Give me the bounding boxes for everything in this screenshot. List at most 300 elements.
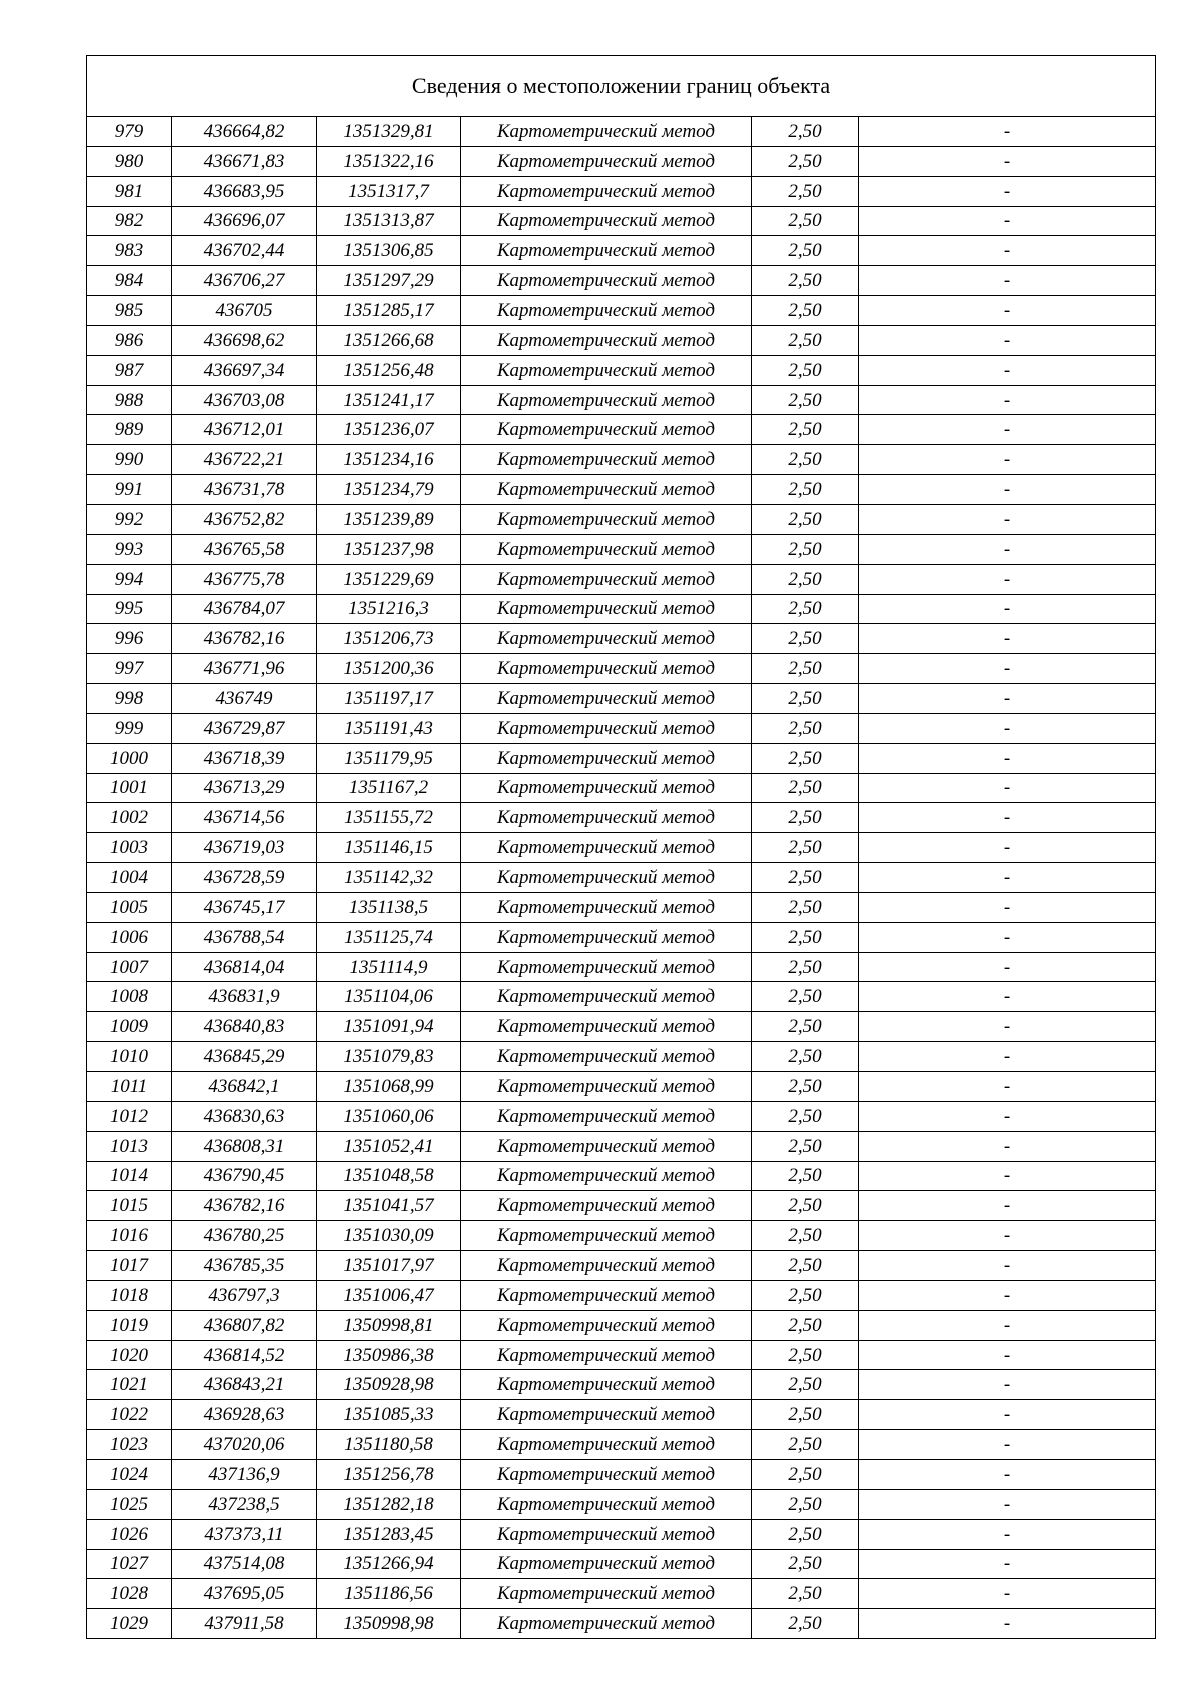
description-cell: - [859, 534, 1156, 564]
table-row [87, 475, 1156, 505]
method-cell: Картометрический метод [461, 206, 752, 236]
point-number-cell: 1012 [87, 1101, 172, 1131]
description-cell: - [859, 833, 1156, 863]
description-cell: - [859, 1251, 1156, 1281]
precision-cell: 2,50 [752, 385, 859, 415]
precision-cell: 2,50 [752, 624, 859, 654]
method-cell: Картометрический метод [461, 534, 752, 564]
y-coordinate-cell: 1351142,32 [317, 863, 461, 893]
y-coordinate-cell: 1351191,43 [317, 713, 461, 743]
description-cell: - [859, 296, 1156, 326]
precision-cell: 2,50 [752, 534, 859, 564]
y-coordinate-cell: 1351017,97 [317, 1251, 461, 1281]
y-coordinate-cell: 1351236,07 [317, 415, 461, 445]
description-cell: - [859, 146, 1156, 176]
point-number-cell: 1006 [87, 922, 172, 952]
method-cell: Картометрический метод [461, 863, 752, 893]
point-number-cell: 1022 [87, 1400, 172, 1430]
table-row [87, 773, 1156, 803]
table-row [87, 1310, 1156, 1340]
table-row [87, 355, 1156, 385]
point-number-cell: 1013 [87, 1131, 172, 1161]
description-cell: - [859, 654, 1156, 684]
precision-cell: 2,50 [752, 982, 859, 1012]
description-cell: - [859, 743, 1156, 773]
description-cell: - [859, 1519, 1156, 1549]
method-cell: Картометрический метод [461, 1251, 752, 1281]
precision-cell: 2,50 [752, 325, 859, 355]
precision-cell: 2,50 [752, 1609, 859, 1639]
table-row [87, 206, 1156, 236]
document-sheet [86, 55, 1156, 1639]
method-cell: Картометрический метод [461, 1459, 752, 1489]
x-coordinate-cell: 436713,29 [172, 773, 317, 803]
point-number-cell: 1021 [87, 1370, 172, 1400]
x-coordinate-cell: 437695,05 [172, 1579, 317, 1609]
method-cell: Картометрический метод [461, 743, 752, 773]
x-coordinate-cell: 436928,63 [172, 1400, 317, 1430]
y-coordinate-cell: 1351068,99 [317, 1072, 461, 1102]
description-cell: - [859, 1012, 1156, 1042]
point-number-cell: 983 [87, 236, 172, 266]
x-coordinate-cell: 437373,11 [172, 1519, 317, 1549]
point-number-cell: 990 [87, 445, 172, 475]
table-row [87, 892, 1156, 922]
method-cell: Картометрический метод [461, 982, 752, 1012]
x-coordinate-cell: 436797,3 [172, 1280, 317, 1310]
description-cell: - [859, 952, 1156, 982]
y-coordinate-cell: 1351146,15 [317, 833, 461, 863]
table-row [87, 504, 1156, 534]
point-number-cell: 980 [87, 146, 172, 176]
point-number-cell: 1000 [87, 743, 172, 773]
precision-cell: 2,50 [752, 504, 859, 534]
table-row [87, 654, 1156, 684]
y-coordinate-cell: 1351200,36 [317, 654, 461, 684]
x-coordinate-cell: 436718,39 [172, 743, 317, 773]
table-row [87, 385, 1156, 415]
table-title: Сведения о местоположении границ объекта [87, 56, 1156, 117]
table-row [87, 713, 1156, 743]
y-coordinate-cell: 1351006,47 [317, 1280, 461, 1310]
x-coordinate-cell: 436714,56 [172, 803, 317, 833]
description-cell: - [859, 713, 1156, 743]
table-row [87, 1370, 1156, 1400]
point-number-cell: 1009 [87, 1012, 172, 1042]
description-cell: - [859, 922, 1156, 952]
description-cell: - [859, 773, 1156, 803]
description-cell: - [859, 475, 1156, 505]
description-cell: - [859, 266, 1156, 296]
table-row [87, 863, 1156, 893]
method-cell: Картометрический метод [461, 1012, 752, 1042]
point-number-cell: 1023 [87, 1430, 172, 1460]
precision-cell: 2,50 [752, 1191, 859, 1221]
y-coordinate-cell: 1351237,98 [317, 534, 461, 564]
precision-cell: 2,50 [752, 1280, 859, 1310]
description-cell: - [859, 1609, 1156, 1639]
method-cell: Картометрический метод [461, 1101, 752, 1131]
x-coordinate-cell: 436771,96 [172, 654, 317, 684]
y-coordinate-cell: 1351234,16 [317, 445, 461, 475]
description-cell: - [859, 415, 1156, 445]
description-cell: - [859, 863, 1156, 893]
x-coordinate-cell: 436765,58 [172, 534, 317, 564]
x-coordinate-cell: 436784,07 [172, 594, 317, 624]
y-coordinate-cell: 1351030,09 [317, 1221, 461, 1251]
precision-cell: 2,50 [752, 1549, 859, 1579]
method-cell: Картометрический метод [461, 1430, 752, 1460]
precision-cell: 2,50 [752, 654, 859, 684]
method-cell: Картометрический метод [461, 445, 752, 475]
point-number-cell: 989 [87, 415, 172, 445]
table-row [87, 1549, 1156, 1579]
point-number-cell: 1011 [87, 1072, 172, 1102]
method-cell: Картометрический метод [461, 624, 752, 654]
y-coordinate-cell: 1351052,41 [317, 1131, 461, 1161]
y-coordinate-cell: 1351079,83 [317, 1042, 461, 1072]
method-cell: Картометрический метод [461, 415, 752, 445]
y-coordinate-cell: 1351239,89 [317, 504, 461, 534]
method-cell: Картометрический метод [461, 922, 752, 952]
x-coordinate-cell: 436749 [172, 684, 317, 714]
precision-cell: 2,50 [752, 594, 859, 624]
table-row [87, 325, 1156, 355]
y-coordinate-cell: 1351060,06 [317, 1101, 461, 1131]
method-cell: Картометрический метод [461, 146, 752, 176]
x-coordinate-cell: 436780,25 [172, 1221, 317, 1251]
precision-cell: 2,50 [752, 117, 859, 147]
point-number-cell: 982 [87, 206, 172, 236]
y-coordinate-cell: 1351180,58 [317, 1430, 461, 1460]
y-coordinate-cell: 1350998,81 [317, 1310, 461, 1340]
method-cell: Картометрический метод [461, 325, 752, 355]
x-coordinate-cell: 436785,35 [172, 1251, 317, 1281]
method-cell: Картометрический метод [461, 1340, 752, 1370]
description-cell: - [859, 1579, 1156, 1609]
table-row [87, 415, 1156, 445]
table-row [87, 1191, 1156, 1221]
x-coordinate-cell: 436807,82 [172, 1310, 317, 1340]
x-coordinate-cell: 436843,21 [172, 1370, 317, 1400]
x-coordinate-cell: 436752,82 [172, 504, 317, 534]
table-row [87, 564, 1156, 594]
precision-cell: 2,50 [752, 445, 859, 475]
method-cell: Картометрический метод [461, 1221, 752, 1251]
y-coordinate-cell: 1351091,94 [317, 1012, 461, 1042]
x-coordinate-cell: 436775,78 [172, 564, 317, 594]
x-coordinate-cell: 436712,01 [172, 415, 317, 445]
method-cell: Картометрический метод [461, 594, 752, 624]
precision-cell: 2,50 [752, 1579, 859, 1609]
method-cell: Картометрический метод [461, 1370, 752, 1400]
x-coordinate-cell: 437514,08 [172, 1549, 317, 1579]
table-row [87, 1459, 1156, 1489]
precision-cell: 2,50 [752, 415, 859, 445]
x-coordinate-cell: 437020,06 [172, 1430, 317, 1460]
x-coordinate-cell: 436842,1 [172, 1072, 317, 1102]
y-coordinate-cell: 1351229,69 [317, 564, 461, 594]
description-cell: - [859, 1280, 1156, 1310]
method-cell: Картометрический метод [461, 266, 752, 296]
precision-cell: 2,50 [752, 266, 859, 296]
point-number-cell: 992 [87, 504, 172, 534]
description-cell: - [859, 1161, 1156, 1191]
description-cell: - [859, 1430, 1156, 1460]
y-coordinate-cell: 1351206,73 [317, 624, 461, 654]
precision-cell: 2,50 [752, 475, 859, 505]
table-row [87, 684, 1156, 714]
y-coordinate-cell: 1351179,95 [317, 743, 461, 773]
description-cell: - [859, 564, 1156, 594]
table-row [87, 176, 1156, 206]
precision-cell: 2,50 [752, 1310, 859, 1340]
y-coordinate-cell: 1351085,33 [317, 1400, 461, 1430]
precision-cell: 2,50 [752, 1400, 859, 1430]
description-cell: - [859, 1489, 1156, 1519]
y-coordinate-cell: 1351104,06 [317, 982, 461, 1012]
precision-cell: 2,50 [752, 236, 859, 266]
table-row [87, 1340, 1156, 1370]
point-number-cell: 1029 [87, 1609, 172, 1639]
table-row [87, 1609, 1156, 1639]
x-coordinate-cell: 436840,83 [172, 1012, 317, 1042]
table-row [87, 266, 1156, 296]
x-coordinate-cell: 436788,54 [172, 922, 317, 952]
description-cell: - [859, 892, 1156, 922]
x-coordinate-cell: 436845,29 [172, 1042, 317, 1072]
table-row [87, 1012, 1156, 1042]
method-cell: Картометрический метод [461, 1280, 752, 1310]
point-number-cell: 1014 [87, 1161, 172, 1191]
x-coordinate-cell: 436722,21 [172, 445, 317, 475]
precision-cell: 2,50 [752, 1131, 859, 1161]
description-cell: - [859, 1400, 1156, 1430]
description-cell: - [859, 624, 1156, 654]
point-number-cell: 991 [87, 475, 172, 505]
x-coordinate-cell: 436696,07 [172, 206, 317, 236]
y-coordinate-cell: 1351317,7 [317, 176, 461, 206]
table-row [87, 236, 1156, 266]
point-number-cell: 985 [87, 296, 172, 326]
description-cell: - [859, 1072, 1156, 1102]
precision-cell: 2,50 [752, 713, 859, 743]
method-cell: Картометрический метод [461, 892, 752, 922]
method-cell: Картометрический метод [461, 952, 752, 982]
y-coordinate-cell: 1351114,9 [317, 952, 461, 982]
description-cell: - [859, 1042, 1156, 1072]
y-coordinate-cell: 1351048,58 [317, 1161, 461, 1191]
point-number-cell: 1005 [87, 892, 172, 922]
method-cell: Картометрический метод [461, 176, 752, 206]
table-row [87, 952, 1156, 982]
x-coordinate-cell: 436729,87 [172, 713, 317, 743]
y-coordinate-cell: 1351297,29 [317, 266, 461, 296]
table-row [87, 1072, 1156, 1102]
description-cell: - [859, 1459, 1156, 1489]
y-coordinate-cell: 1351241,17 [317, 385, 461, 415]
table-title-row [87, 56, 1156, 117]
method-cell: Картометрический метод [461, 117, 752, 147]
method-cell: Картометрический метод [461, 713, 752, 743]
point-number-cell: 1024 [87, 1459, 172, 1489]
y-coordinate-cell: 1351256,48 [317, 355, 461, 385]
table-row [87, 982, 1156, 1012]
point-number-cell: 1020 [87, 1340, 172, 1370]
x-coordinate-cell: 436808,31 [172, 1131, 317, 1161]
table-row [87, 743, 1156, 773]
y-coordinate-cell: 1351306,85 [317, 236, 461, 266]
description-cell: - [859, 1131, 1156, 1161]
precision-cell: 2,50 [752, 803, 859, 833]
x-coordinate-cell: 436745,17 [172, 892, 317, 922]
description-cell: - [859, 117, 1156, 147]
method-cell: Картометрический метод [461, 1131, 752, 1161]
point-number-cell: 995 [87, 594, 172, 624]
description-cell: - [859, 684, 1156, 714]
point-number-cell: 996 [87, 624, 172, 654]
precision-cell: 2,50 [752, 1072, 859, 1102]
y-coordinate-cell: 1351285,17 [317, 296, 461, 326]
point-number-cell: 981 [87, 176, 172, 206]
description-cell: - [859, 982, 1156, 1012]
description-cell: - [859, 176, 1156, 206]
method-cell: Картометрический метод [461, 1161, 752, 1191]
method-cell: Картометрический метод [461, 684, 752, 714]
precision-cell: 2,50 [752, 1519, 859, 1549]
method-cell: Картометрический метод [461, 1609, 752, 1639]
method-cell: Картометрический метод [461, 475, 752, 505]
description-cell: - [859, 803, 1156, 833]
x-coordinate-cell: 436728,59 [172, 863, 317, 893]
x-coordinate-cell: 436702,44 [172, 236, 317, 266]
table-row [87, 594, 1156, 624]
point-number-cell: 1019 [87, 1310, 172, 1340]
point-number-cell: 987 [87, 355, 172, 385]
precision-cell: 2,50 [752, 1251, 859, 1281]
point-number-cell: 1003 [87, 833, 172, 863]
y-coordinate-cell: 1350928,98 [317, 1370, 461, 1400]
x-coordinate-cell: 436703,08 [172, 385, 317, 415]
precision-cell: 2,50 [752, 206, 859, 236]
table-row [87, 803, 1156, 833]
x-coordinate-cell: 436683,95 [172, 176, 317, 206]
precision-cell: 2,50 [752, 1161, 859, 1191]
x-coordinate-cell: 436705 [172, 296, 317, 326]
point-number-cell: 1015 [87, 1191, 172, 1221]
table-row [87, 445, 1156, 475]
table-row [87, 922, 1156, 952]
precision-cell: 2,50 [752, 773, 859, 803]
table-row [87, 1400, 1156, 1430]
table-row [87, 117, 1156, 147]
table-row [87, 1251, 1156, 1281]
table-row [87, 1519, 1156, 1549]
method-cell: Картометрический метод [461, 803, 752, 833]
table-row [87, 1430, 1156, 1460]
method-cell: Картометрический метод [461, 833, 752, 863]
method-cell: Картометрический метод [461, 1579, 752, 1609]
x-coordinate-cell: 437136,9 [172, 1459, 317, 1489]
y-coordinate-cell: 1351282,18 [317, 1489, 461, 1519]
precision-cell: 2,50 [752, 892, 859, 922]
description-cell: - [859, 236, 1156, 266]
precision-cell: 2,50 [752, 952, 859, 982]
x-coordinate-cell: 436671,83 [172, 146, 317, 176]
precision-cell: 2,50 [752, 564, 859, 594]
description-cell: - [859, 594, 1156, 624]
y-coordinate-cell: 1351266,94 [317, 1549, 461, 1579]
x-coordinate-cell: 436719,03 [172, 833, 317, 863]
table-row [87, 1280, 1156, 1310]
y-coordinate-cell: 1350986,38 [317, 1340, 461, 1370]
point-number-cell: 993 [87, 534, 172, 564]
description-cell: - [859, 445, 1156, 475]
point-number-cell: 1001 [87, 773, 172, 803]
x-coordinate-cell: 436814,52 [172, 1340, 317, 1370]
x-coordinate-cell: 437911,58 [172, 1609, 317, 1639]
precision-cell: 2,50 [752, 684, 859, 714]
y-coordinate-cell: 1351138,5 [317, 892, 461, 922]
method-cell: Картометрический метод [461, 504, 752, 534]
precision-cell: 2,50 [752, 1340, 859, 1370]
point-number-cell: 994 [87, 564, 172, 594]
precision-cell: 2,50 [752, 355, 859, 385]
point-number-cell: 1025 [87, 1489, 172, 1519]
x-coordinate-cell: 436782,16 [172, 624, 317, 654]
x-coordinate-cell: 436814,04 [172, 952, 317, 982]
y-coordinate-cell: 1351313,87 [317, 206, 461, 236]
point-number-cell: 1017 [87, 1251, 172, 1281]
precision-cell: 2,50 [752, 1221, 859, 1251]
precision-cell: 2,50 [752, 743, 859, 773]
point-number-cell: 979 [87, 117, 172, 147]
point-number-cell: 1010 [87, 1042, 172, 1072]
method-cell: Картометрический метод [461, 1400, 752, 1430]
point-number-cell: 1008 [87, 982, 172, 1012]
precision-cell: 2,50 [752, 146, 859, 176]
point-number-cell: 986 [87, 325, 172, 355]
point-number-cell: 1027 [87, 1549, 172, 1579]
table-row [87, 833, 1156, 863]
point-number-cell: 1026 [87, 1519, 172, 1549]
precision-cell: 2,50 [752, 1430, 859, 1460]
x-coordinate-cell: 436831,9 [172, 982, 317, 1012]
x-coordinate-cell: 436706,27 [172, 266, 317, 296]
method-cell: Картометрический метод [461, 385, 752, 415]
method-cell: Картометрический метод [461, 773, 752, 803]
y-coordinate-cell: 1351322,16 [317, 146, 461, 176]
table-row [87, 624, 1156, 654]
description-cell: - [859, 385, 1156, 415]
x-coordinate-cell: 436731,78 [172, 475, 317, 505]
description-cell: - [859, 1310, 1156, 1340]
method-cell: Картометрический метод [461, 1489, 752, 1519]
table-row [87, 1161, 1156, 1191]
method-cell: Картометрический метод [461, 1549, 752, 1579]
table-row [87, 296, 1156, 326]
point-number-cell: 997 [87, 654, 172, 684]
precision-cell: 2,50 [752, 1459, 859, 1489]
x-coordinate-cell: 436782,16 [172, 1191, 317, 1221]
table-row [87, 1131, 1156, 1161]
table-row [87, 534, 1156, 564]
method-cell: Картометрический метод [461, 1519, 752, 1549]
y-coordinate-cell: 1351186,56 [317, 1579, 461, 1609]
precision-cell: 2,50 [752, 1042, 859, 1072]
description-cell: - [859, 206, 1156, 236]
point-number-cell: 1007 [87, 952, 172, 982]
